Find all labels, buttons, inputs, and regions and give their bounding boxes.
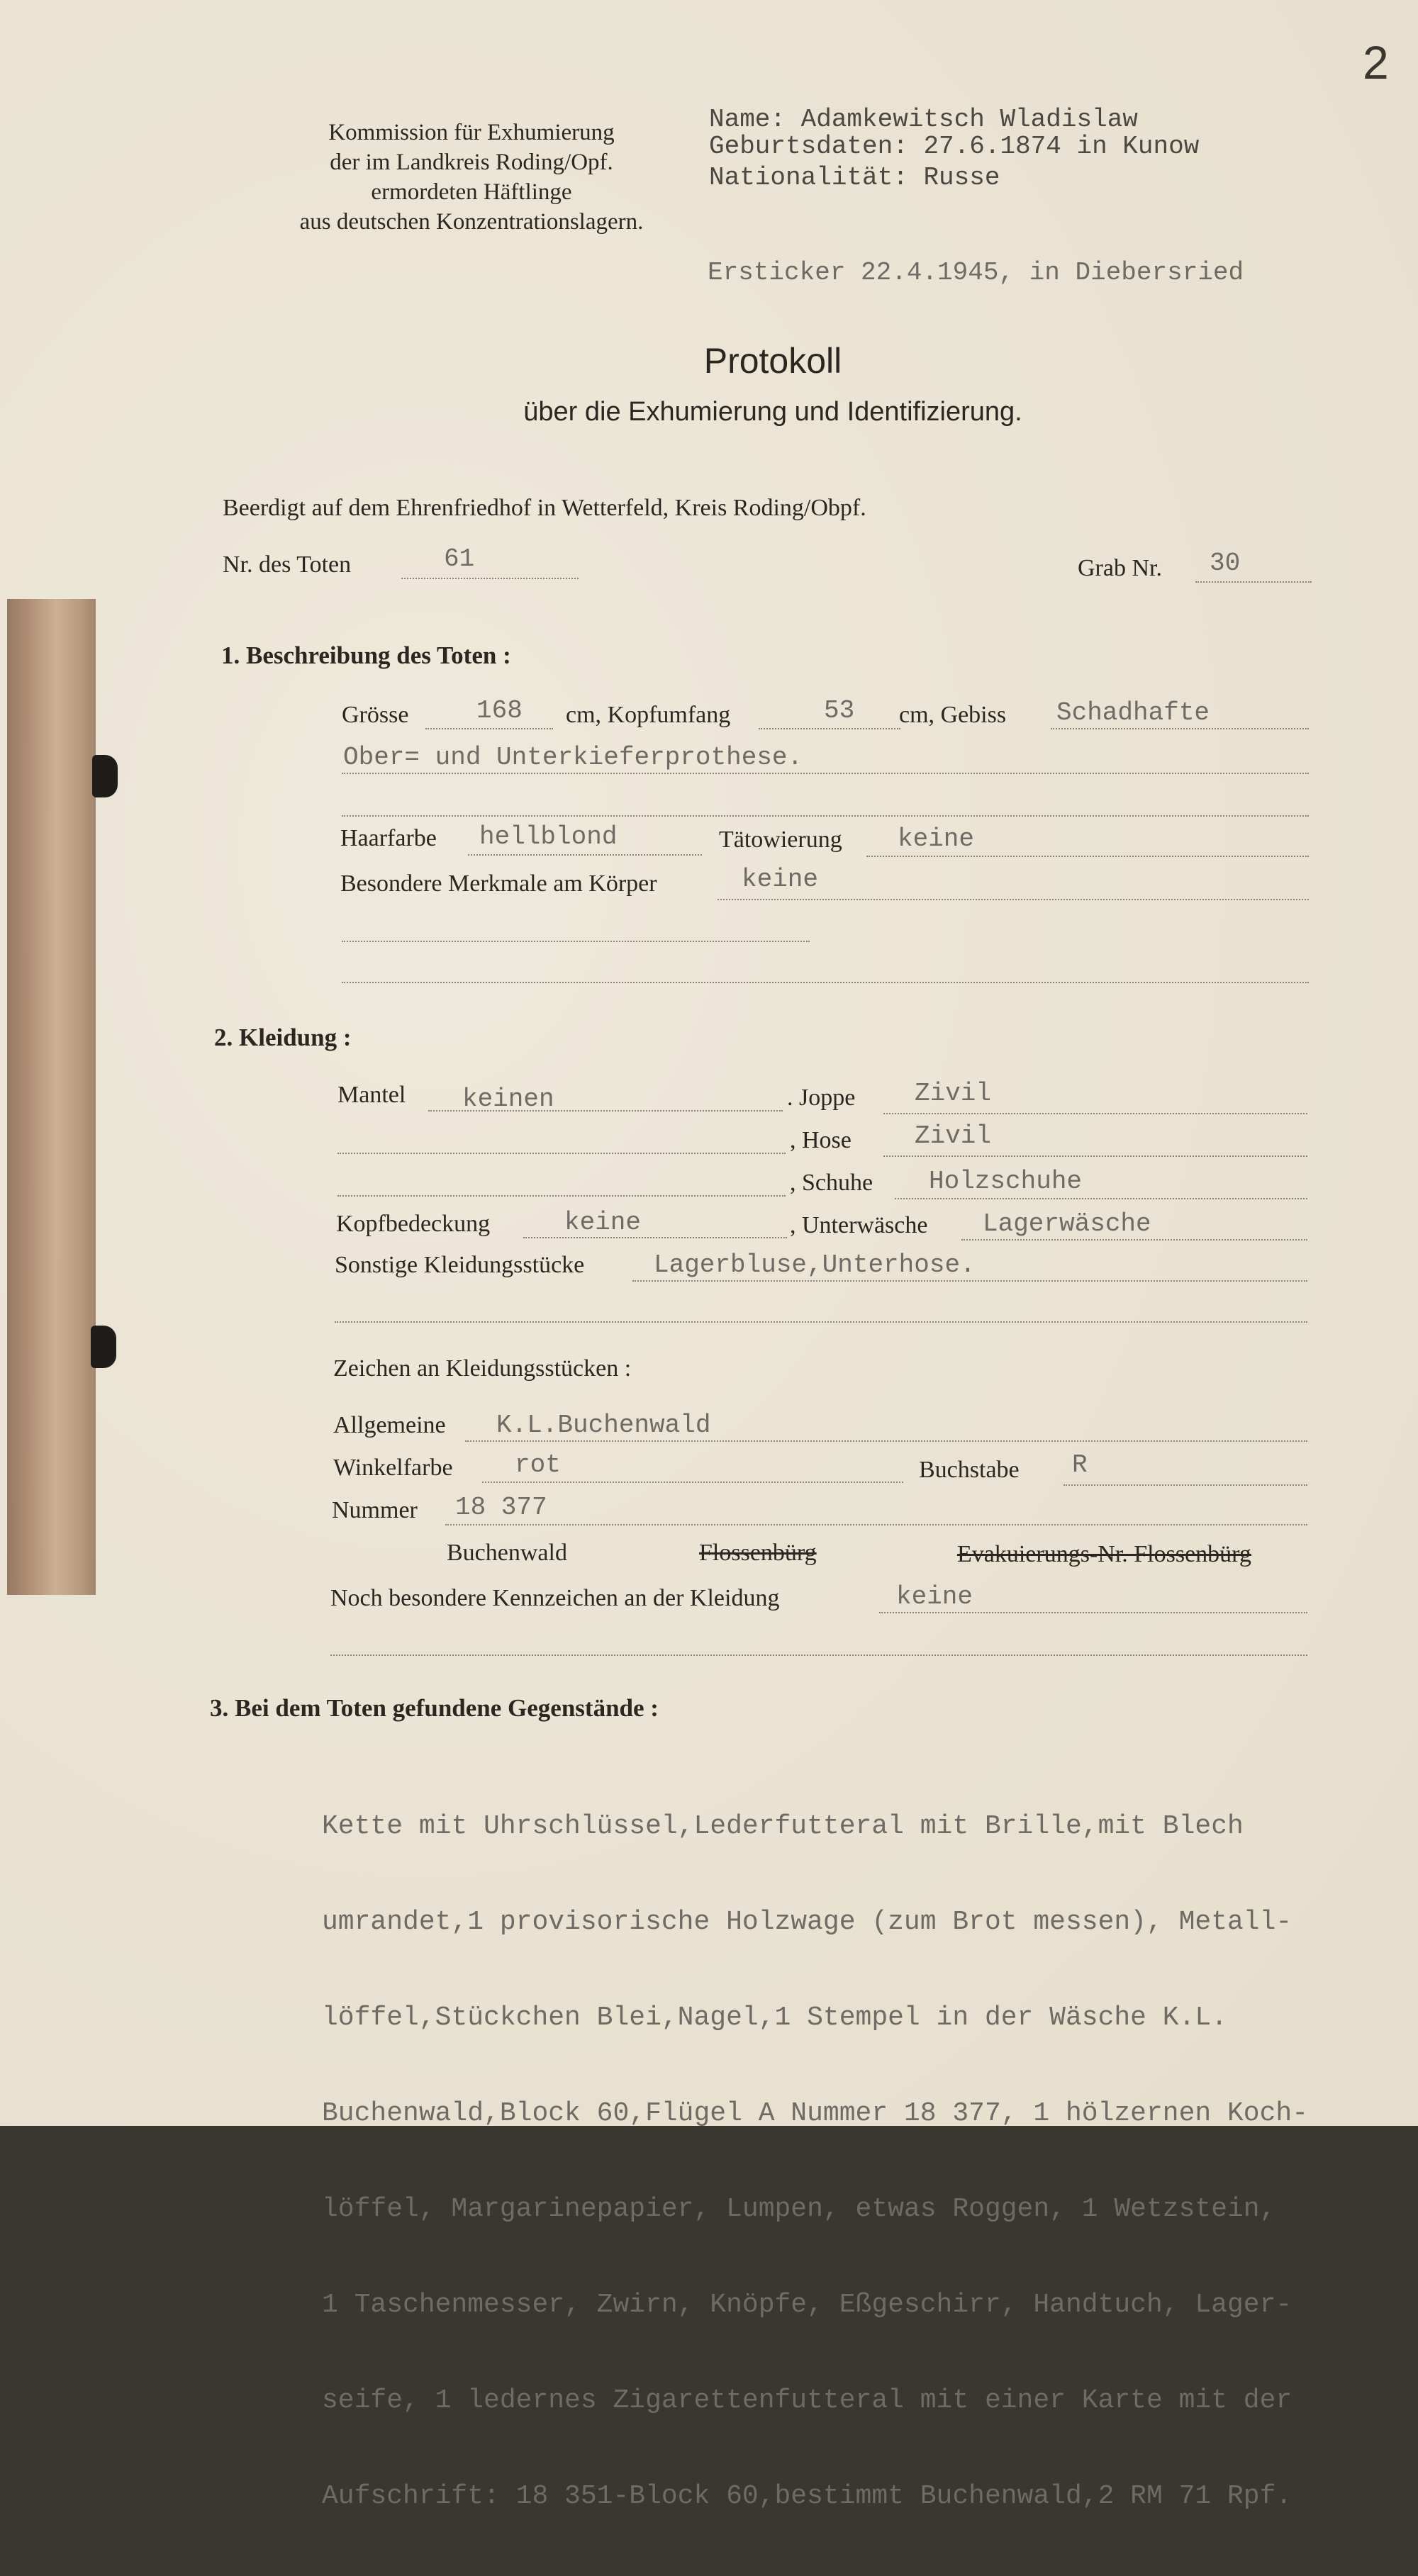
nationality-line: Nationalität: Russe <box>709 163 1000 192</box>
gebiss-value: Schadhafte <box>1056 698 1210 727</box>
items-line-4: Buchenwald,Block 60,Flügel A Nummer 18 377, 1 hölzernen Koch- <box>322 2098 1309 2129</box>
binding-tab-strip <box>7 599 96 1595</box>
winkel-value: rot <box>515 1450 561 1479</box>
kopfbedeckung-dotline <box>523 1237 787 1238</box>
kopf-dotline <box>759 728 900 729</box>
schuhe-left-dotline <box>337 1195 786 1197</box>
joppe-label: . Joppe <box>787 1085 856 1111</box>
mantel-label: Mantel <box>337 1082 406 1108</box>
schuhe-label: , Schuhe <box>790 1170 873 1196</box>
schuhe-value: Holzschuhe <box>929 1167 1083 1196</box>
schuhe-dotline <box>895 1198 1307 1199</box>
unterwaesche-label: , Unterwäsche <box>790 1212 928 1238</box>
sonstige-dotline <box>632 1280 1307 1282</box>
column-buchenwald: Buchenwald <box>447 1540 567 1566</box>
tattoo-value: keine <box>898 824 975 853</box>
nummer-dotline <box>445 1524 1307 1525</box>
nummer-value: 18 377 <box>455 1493 547 1522</box>
haar-label: Haarfarbe <box>340 825 437 851</box>
merkmale-blank-line-2 <box>342 982 1309 983</box>
noch-value: keine <box>896 1582 973 1611</box>
allgemeine-dotline <box>465 1440 1307 1442</box>
grab-label: Grab Nr. <box>1078 555 1162 581</box>
nr-value: 61 <box>444 544 475 573</box>
birth-line: Geburtsdaten: 27.6.1874 in Kunow <box>709 132 1200 161</box>
hose-value: Zivil <box>915 1121 992 1150</box>
mantel-value: keinen <box>462 1085 554 1114</box>
death-line: Ersticker 22.4.1945, in Diebersried <box>708 258 1244 287</box>
joppe-value: Zivil <box>915 1079 992 1108</box>
unterwaesche-dotline <box>961 1239 1307 1241</box>
section3-heading: 3. Bei dem Toten gefundene Gegenstände : <box>210 1694 659 1722</box>
allgemeine-value: K.L.Buchenwald <box>496 1411 711 1440</box>
column-evakuierung: Evakuierungs-Nr. Flossenbürg <box>957 1541 1251 1567</box>
groesse-dotline <box>425 728 553 729</box>
sonstige-value: Lagerbluse,Unterhose. <box>654 1250 976 1279</box>
zeichen-label: Zeichen an Kleidungsstücken : <box>333 1355 632 1382</box>
hose-left-dotline <box>337 1153 786 1154</box>
merkmale-value: keine <box>742 865 819 894</box>
unterwaesche-value: Lagerwäsche <box>983 1209 1151 1238</box>
section1-blank-line <box>342 815 1309 817</box>
gebiss-cont-dotline <box>342 773 1309 774</box>
burial-line: Beerdigt auf dem Ehrenfriedhof in Wetterfeld, Kreis Roding/Obpf. <box>223 495 866 521</box>
winkel-label: Winkelfarbe <box>333 1455 453 1481</box>
gebiss-dotline <box>1051 728 1309 729</box>
items-line-6: 1 Taschenmesser, Zwirn, Knöpfe, Eßgeschirr, Handtuch, Lager- <box>322 2290 1293 2320</box>
commission-block <box>245 118 698 237</box>
punch-hole-top <box>92 755 118 797</box>
page-title: Protokoll <box>703 341 842 381</box>
gebiss-label: cm, Gebiss <box>899 702 1007 728</box>
groesse-value: 168 <box>476 696 523 725</box>
noch-dotline <box>879 1612 1307 1613</box>
groesse-label: Grösse <box>342 702 409 728</box>
merkmale-dotline <box>718 899 1309 900</box>
kopfbedeckung-value: keine <box>564 1208 642 1237</box>
hose-label: , Hose <box>790 1127 852 1153</box>
kopfbedeckung-label: Kopfbedeckung <box>336 1211 491 1237</box>
person-block <box>709 106 1199 191</box>
kopfumfang-label: cm, Kopfumfang <box>566 702 731 728</box>
section1-heading: 1. Beschreibung des Toten : <box>221 642 511 669</box>
joppe-dotline <box>883 1113 1307 1114</box>
noch-blank-line <box>330 1654 1307 1656</box>
name-line: Name: Adamkewitsch Wladislaw <box>709 105 1138 134</box>
kopf-value: 53 <box>824 696 855 725</box>
tattoo-dotline <box>866 856 1309 857</box>
sonstige-blank-line <box>335 1321 1307 1323</box>
buchstabe-dotline <box>1064 1484 1307 1486</box>
page-number: 2 <box>1363 36 1389 89</box>
items-line-1: Kette mit Uhrschlüssel,Lederfutteral mit Brille,mit Blech <box>322 1811 1244 1842</box>
column-flossenburg: Flossenbürg <box>699 1540 817 1566</box>
items-line-8: Aufschrift: 18 351-Block 60,bestimmt Buchenwald,2 RM 71 Rpf. <box>322 2481 1293 2511</box>
haar-dotline <box>468 854 702 856</box>
hose-dotline <box>883 1155 1307 1157</box>
merkmale-blank-line-1 <box>342 941 810 942</box>
items-list <box>322 1747 1308 2576</box>
items-line-5: löffel, Margarinepapier, Lumpen, etwas Roggen, 1 Wetzstein, <box>322 2194 1276 2224</box>
merkmale-label: Besondere Merkmale am Körper <box>340 870 657 897</box>
winkel-dotline <box>482 1482 903 1483</box>
grab-value: 30 <box>1210 549 1241 578</box>
nummer-label: Nummer <box>332 1497 418 1523</box>
buchstabe-value: R <box>1072 1450 1088 1479</box>
commission-line-3: ermordeten Häftlinge <box>371 179 572 205</box>
noch-label: Noch besondere Kennzeichen an der Kleidung <box>330 1585 780 1611</box>
buchstabe-label: Buchstabe <box>919 1457 1020 1483</box>
items-line-7: seife, 1 ledernes Zigarettenfutteral mit einer Karte mit der <box>322 2385 1293 2416</box>
page-subtitle: über die Exhumierung und Identifizierung. <box>523 397 1022 427</box>
sonstige-label: Sonstige Kleidungsstücke <box>335 1252 585 1278</box>
grab-dotline <box>1195 581 1312 583</box>
allgemeine-label: Allgemeine <box>333 1412 446 1438</box>
tattoo-label: Tätowierung <box>719 827 842 853</box>
commission-line-1: Kommission für Exhumierung <box>328 120 615 145</box>
items-line-3: löffel,Stückchen Blei,Nagel,1 Stempel in der Wäsche K.L. <box>322 2003 1228 2033</box>
section2-heading: 2. Kleidung : <box>214 1024 352 1051</box>
gebiss-cont-value: Ober= und Unterkieferprothese. <box>343 743 803 772</box>
nr-dotline <box>401 578 579 579</box>
nr-label: Nr. des Toten <box>223 551 352 578</box>
commission-line-2: der im Landkreis Roding/Opf. <box>330 150 613 175</box>
haar-value: hellblond <box>479 822 618 851</box>
items-line-2: umrandet,1 provisorische Holzwage (zum Brot messen), Metall- <box>322 1907 1293 1937</box>
punch-hole-bottom <box>91 1326 116 1368</box>
commission-line-4: aus deutschen Konzentrationslagern. <box>299 209 644 235</box>
